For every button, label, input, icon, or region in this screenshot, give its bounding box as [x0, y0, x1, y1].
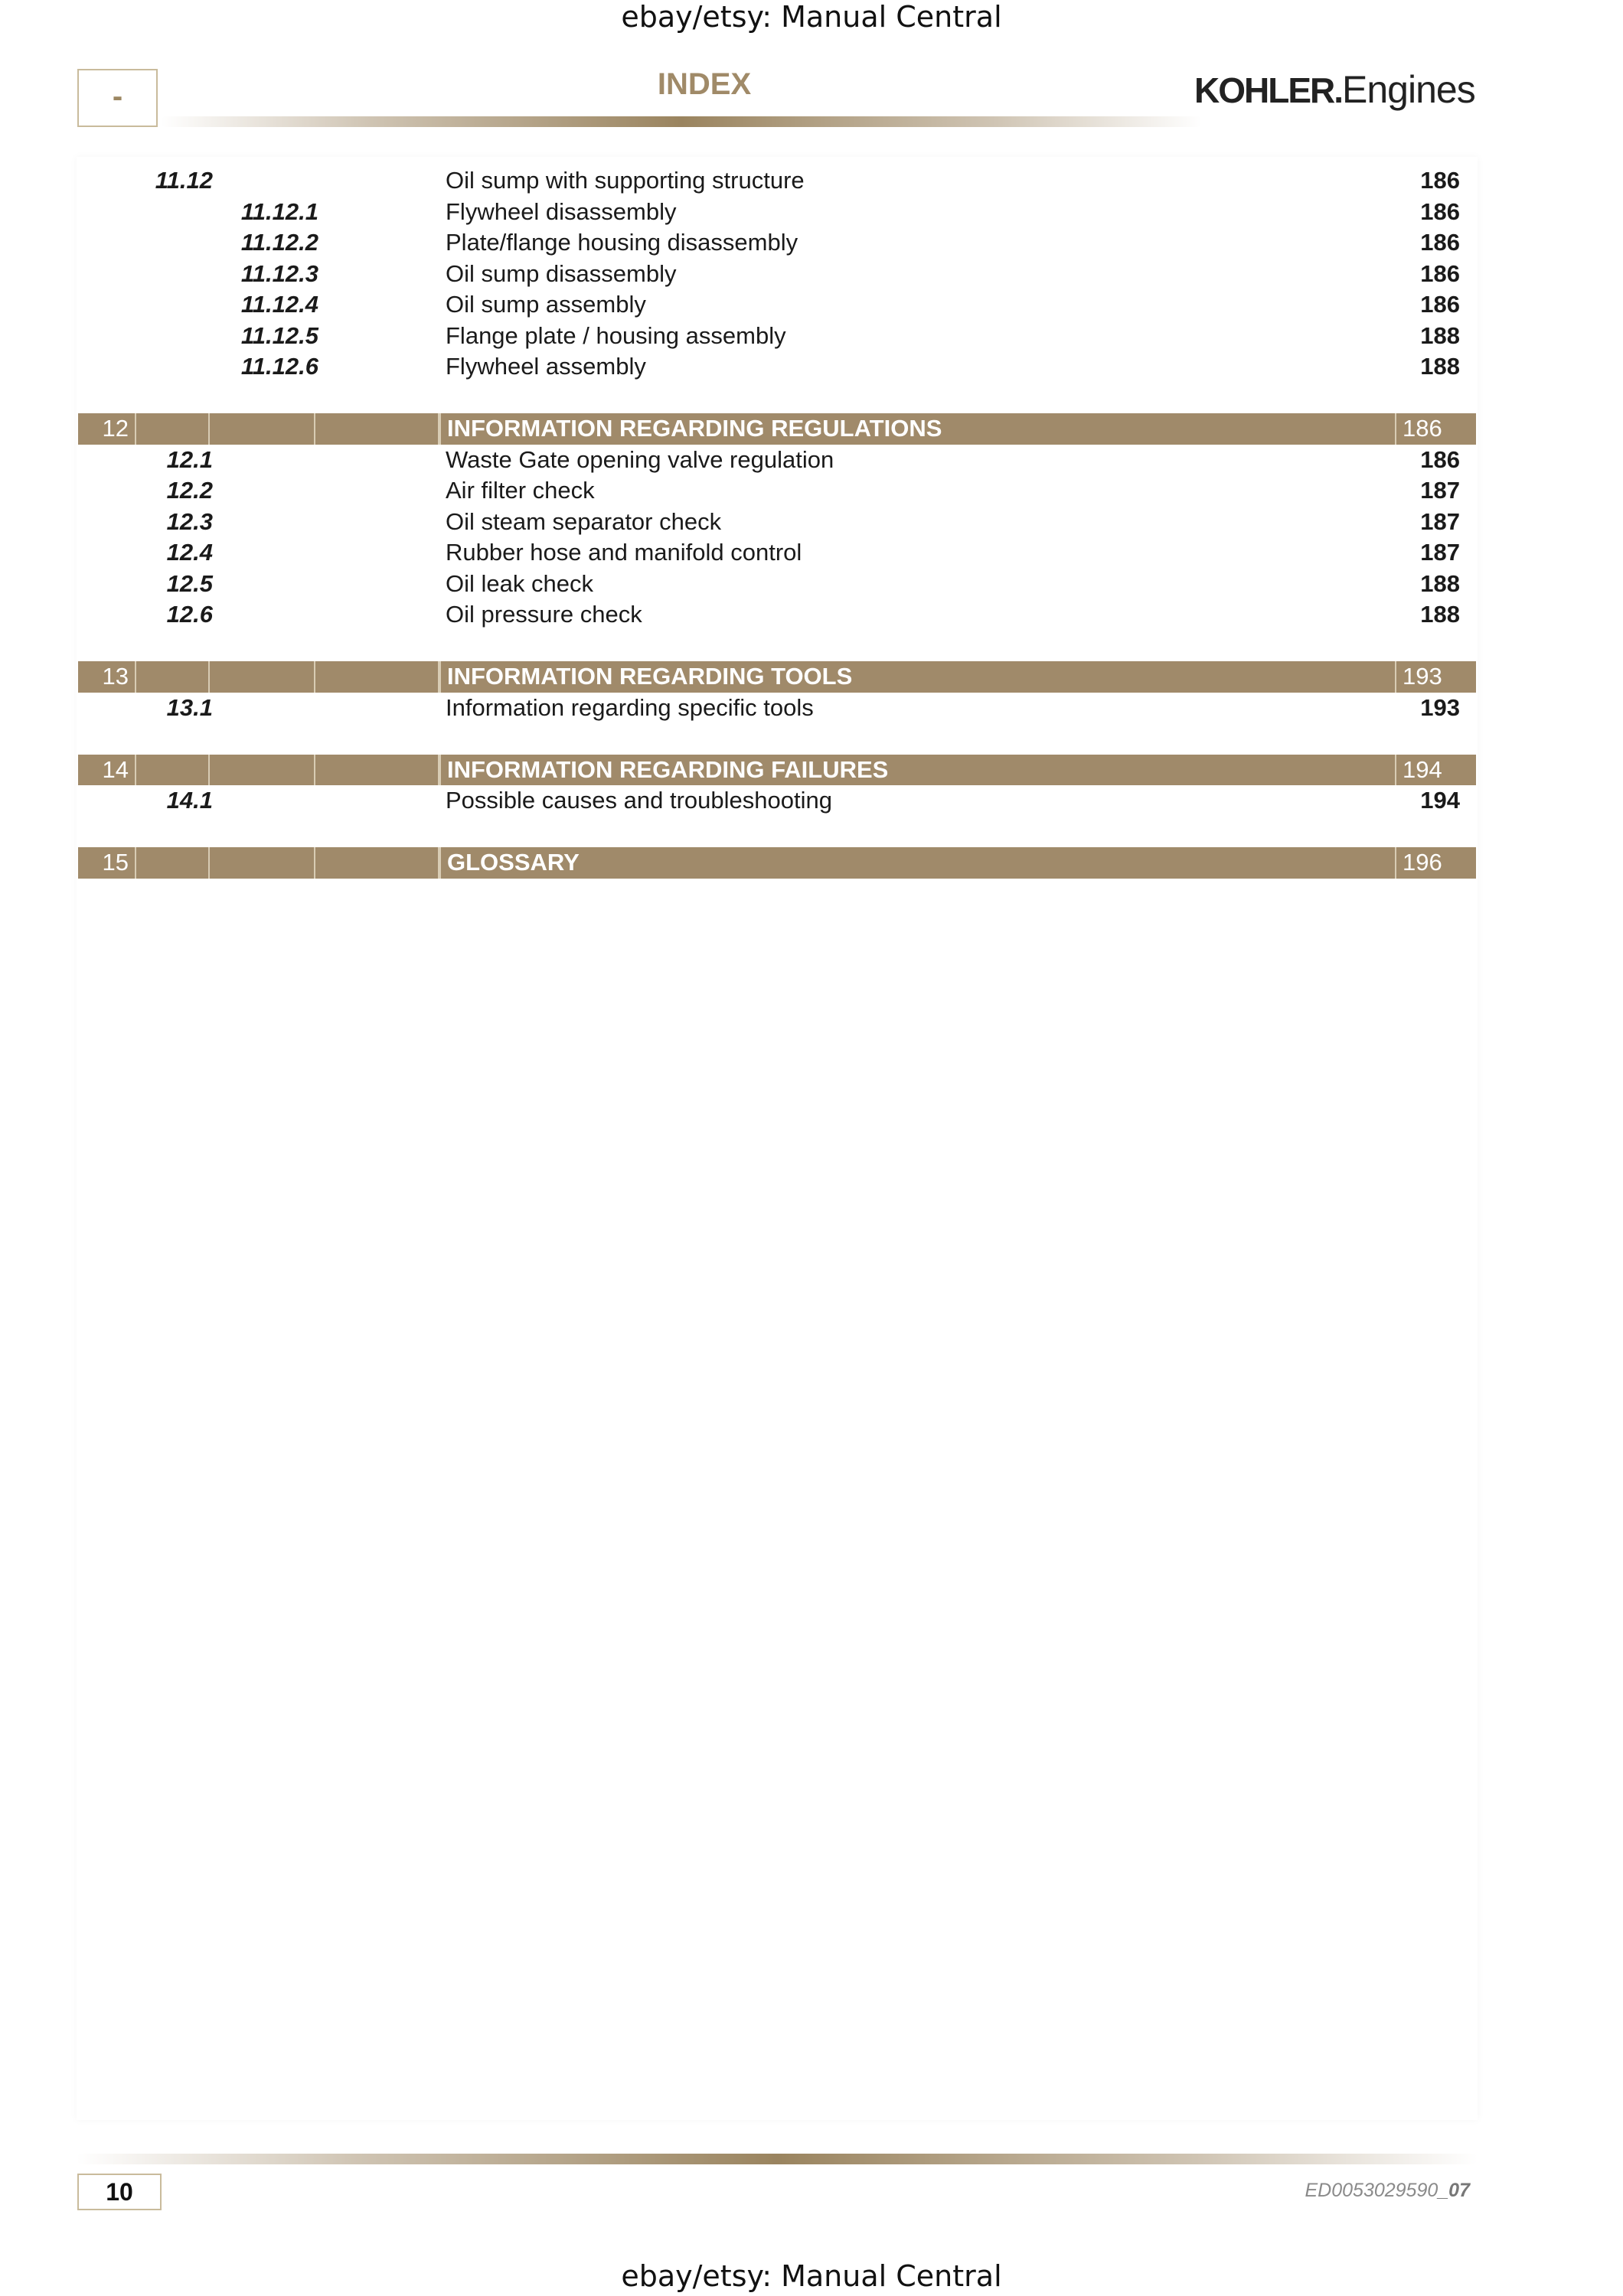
toc-number: 12.2 — [166, 477, 213, 504]
section-cell — [210, 661, 315, 693]
section-cell — [136, 847, 210, 879]
section-title: INFORMATION REGARDING TOOLS — [439, 661, 1396, 693]
page-number: 10 — [77, 2174, 162, 2210]
section-cell — [315, 413, 439, 445]
brand-logo — [1194, 67, 1475, 112]
toc-page: 193 — [1420, 693, 1460, 721]
toc-number: 11.12 — [155, 167, 213, 194]
section-number: 15 — [78, 847, 136, 879]
header-divider — [161, 116, 1202, 127]
toc-entry-12-1[interactable] — [78, 445, 1476, 476]
toc-number: 11.12.6 — [240, 353, 318, 380]
toc-page: 188 — [1420, 569, 1460, 597]
toc-number: 12.5 — [166, 569, 213, 597]
toc-page: 186 — [1420, 259, 1460, 287]
toc-title: Oil sump assembly — [446, 291, 646, 318]
section-number: 12 — [78, 413, 136, 445]
toc-entry-11-12-1[interactable] — [78, 197, 1476, 228]
footer-divider — [77, 2154, 1478, 2164]
toc-number: 11.12.1 — [240, 197, 318, 225]
page-title: INDEX — [657, 67, 752, 101]
section-cell — [136, 755, 210, 786]
toc-title: Rubber hose and manifold control — [446, 539, 802, 566]
toc-entry-11-12-6[interactable] — [78, 351, 1476, 383]
toc-number: 12.6 — [166, 601, 213, 628]
table-of-contents — [78, 165, 1476, 879]
toc-entry-11-12[interactable] — [78, 165, 1476, 197]
section-cell — [136, 413, 210, 445]
toc-page: 186 — [1420, 197, 1460, 225]
section-title: INFORMATION REGARDING FAILURES — [439, 755, 1396, 786]
toc-page: 186 — [1420, 229, 1460, 256]
watermark-bottom: ebay/etsy: Manual Central — [621, 2259, 1002, 2293]
section-tab-box: - — [77, 69, 158, 127]
toc-entry-11-12-2[interactable] — [78, 227, 1476, 259]
section-cell — [315, 661, 439, 693]
spacer — [78, 817, 1476, 848]
toc-title: Oil sump with supporting structure — [446, 167, 805, 194]
toc-entry-11-12-4[interactable] — [78, 289, 1476, 321]
toc-page: 186 — [1420, 167, 1460, 194]
toc-entry-12-2[interactable] — [78, 475, 1476, 507]
toc-entry-11-12-5[interactable] — [78, 321, 1476, 352]
toc-number: 12.1 — [166, 445, 213, 473]
toc-number: 14.1 — [166, 787, 213, 814]
section-cell — [210, 755, 315, 786]
toc-number: 11.12.5 — [240, 321, 318, 349]
toc-page: 194 — [1420, 787, 1460, 814]
toc-number: 12.3 — [166, 507, 213, 535]
toc-title: Information regarding specific tools — [446, 693, 814, 721]
brand-name: KOHLER. — [1194, 70, 1342, 110]
spacer — [78, 723, 1476, 755]
document-code — [1148, 2180, 1470, 2202]
section-number: 14 — [78, 755, 136, 786]
section-title: GLOSSARY — [439, 847, 1396, 879]
toc-number: 11.12.2 — [240, 229, 318, 256]
toc-entry-12-6[interactable] — [78, 599, 1476, 631]
toc-page: 188 — [1420, 321, 1460, 349]
brand-suffix: Engines — [1342, 68, 1475, 111]
toc-page: 187 — [1420, 477, 1460, 504]
section-cell — [315, 847, 439, 879]
document-revision: _07 — [1438, 2180, 1470, 2201]
toc-entry-11-12-3[interactable] — [78, 259, 1476, 290]
section-page: 186 — [1403, 415, 1442, 442]
spacer — [78, 383, 1476, 414]
toc-number: 11.12.3 — [240, 259, 318, 287]
toc-section-15[interactable] — [78, 847, 1476, 879]
toc-number: 11.12.4 — [240, 291, 318, 318]
toc-page: 186 — [1420, 291, 1460, 318]
watermark-top: ebay/etsy: Manual Central — [621, 0, 1002, 34]
toc-page: 187 — [1420, 507, 1460, 535]
toc-title: Flange plate / housing assembly — [446, 321, 786, 349]
spacer — [78, 631, 1476, 662]
toc-page: 187 — [1420, 539, 1460, 566]
toc-page: 188 — [1420, 601, 1460, 628]
toc-title: Air filter check — [446, 477, 595, 504]
toc-section-12[interactable] — [78, 413, 1476, 445]
toc-title: Oil steam separator check — [446, 507, 722, 535]
document-id: ED0053029590 — [1305, 2180, 1438, 2201]
toc-title: Oil leak check — [446, 569, 593, 597]
toc-entry-13-1[interactable] — [78, 693, 1476, 724]
toc-title: Plate/flange housing disassembly — [446, 229, 798, 256]
toc-entry-12-4[interactable] — [78, 537, 1476, 569]
toc-title: Waste Gate opening valve regulation — [446, 445, 834, 473]
section-cell — [210, 847, 315, 879]
section-number: 13 — [78, 661, 136, 693]
toc-number: 12.4 — [166, 539, 213, 566]
toc-title: Oil pressure check — [446, 601, 642, 628]
section-page: 196 — [1403, 849, 1442, 876]
section-title: INFORMATION REGARDING REGULATIONS — [439, 413, 1396, 445]
section-cell — [210, 413, 315, 445]
section-cell — [315, 755, 439, 786]
section-page: 194 — [1403, 755, 1442, 783]
toc-title: Flywheel assembly — [446, 353, 646, 380]
toc-entry-12-5[interactable] — [78, 569, 1476, 600]
toc-section-14[interactable] — [78, 755, 1476, 786]
toc-entry-14-1[interactable] — [78, 785, 1476, 817]
toc-page: 188 — [1420, 353, 1460, 380]
section-cell — [136, 661, 210, 693]
toc-title: Oil sump disassembly — [446, 259, 677, 287]
toc-entry-12-3[interactable] — [78, 507, 1476, 538]
toc-title: Flywheel disassembly — [446, 197, 677, 225]
section-page: 193 — [1403, 663, 1442, 690]
toc-page: 186 — [1420, 445, 1460, 473]
toc-section-13[interactable] — [78, 661, 1476, 693]
toc-title: Possible causes and troubleshooting — [446, 787, 832, 814]
toc-number: 13.1 — [166, 693, 213, 721]
